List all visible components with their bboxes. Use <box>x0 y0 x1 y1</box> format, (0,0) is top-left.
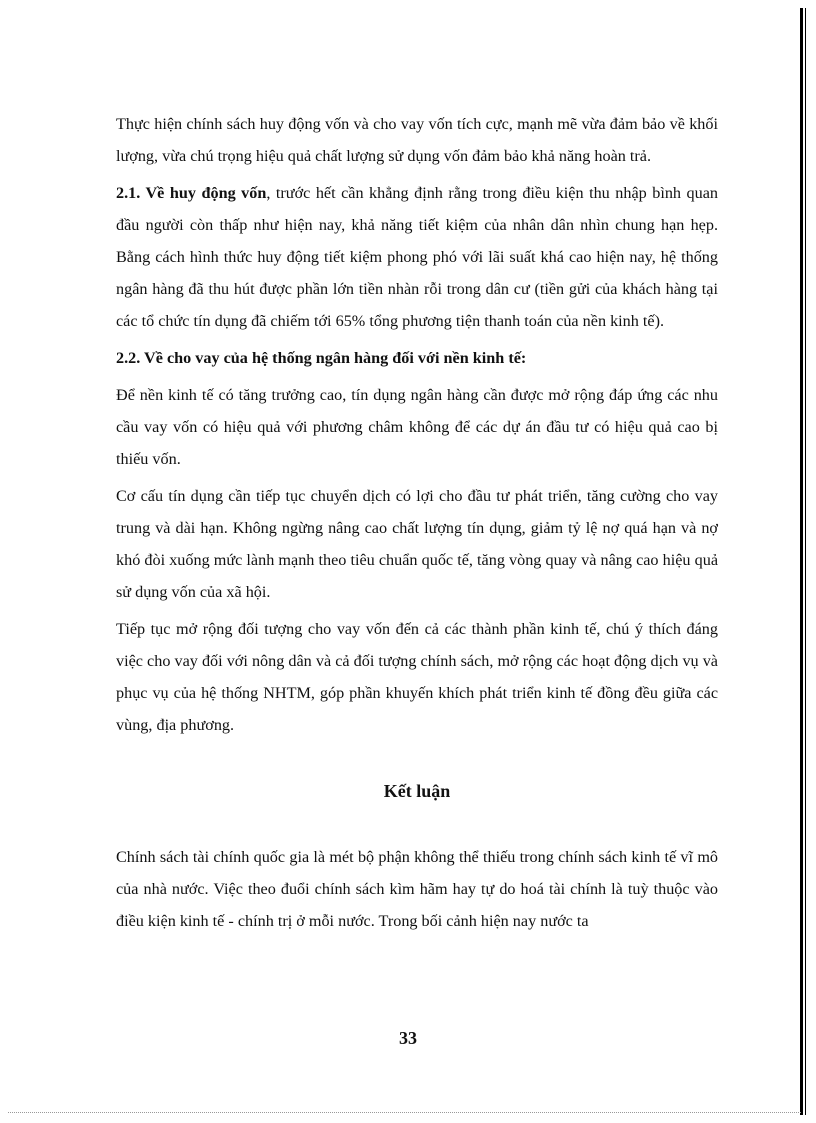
page-border-right <box>800 8 803 1115</box>
page-border-bottom <box>8 1112 801 1113</box>
paragraph-capital-mobilization-text: , trước hết cần khẳng định rằng trong điều kiện thu nhập bình quan đầu người còn thấp như hiện nay, khả năng tiết kiệm của nhân dân nhìn chung hạn hẹp. Bằng cách hình thức huy động tiết kiệm phong phó với lãi suất khá cao hiện nay, hệ thống ngân hàng đã thu hút được phần lớn tiền nhàn rỗi trong dân cư (tiền gửi của khách hàng tại các tổ chức tín dụng đã chiếm tới 65% tổng phương tiện thanh toán của nền kinh tế). <box>116 184 718 330</box>
section-heading-2-2: 2.2. Về cho vay của hệ thống ngân hàng đối với nền kinh tế: <box>116 349 527 367</box>
paragraph-intro: Thực hiện chính sách huy động vốn và cho vay vốn tích cực, mạnh mẽ vừa đảm bảo về khối lượng, vừa chú trọng hiệu quả chất lượng sử dụng vốn đảm bảo khả năng hoàn trả. <box>116 115 718 165</box>
page-number: 33 <box>399 1028 417 1048</box>
page-border-right-thin <box>805 8 806 1115</box>
paragraph-credit-expansion: Để nền kinh tế có tăng trưởng cao, tín dụng ngân hàng cần được mở rộng đáp ứng các nhu cầu vay vốn có hiệu quả với phương châm không để các dự án đầu tư có hiệu quả cao bị thiếu vốn. <box>116 386 718 468</box>
conclusion-title: Kết luận <box>383 781 451 801</box>
paragraph-conclusion: Chính sách tài chính quốc gia là mét bộ phận không thể thiếu trong chính sách kinh tế vĩ mô của nhà nước. Việc theo đuổi chính sách kìm hãm hay tự do hoá tài chính là tuỳ thuộc vào điều kiện kinh tế - chính trị ở mỗi nước. Trong bối cảnh hiện nay nước ta <box>116 848 718 930</box>
section-heading-2-1: 2.1. Về huy động vốn <box>116 184 267 202</box>
paragraph-capital-mobilization <box>116 177 718 337</box>
document-body <box>116 108 718 937</box>
paragraph-credit-structure: Cơ cấu tín dụng cần tiếp tục chuyển dịch có lợi cho đầu tư phát triển, tăng cường cho vay trung và dài hạn. Không ngừng nâng cao chất lượng tín dụng, giảm tỷ lệ nợ quá hạn và nợ khó đòi xuống mức lành mạnh theo tiêu chuẩn quốc tế, tăng vòng quay và nâng cao hiệu quả sử dụng vốn của xã hội. <box>116 487 718 601</box>
paragraph-lending-scope: Tiếp tục mở rộng đối tượng cho vay vốn đến cả các thành phần kinh tế, chú ý thích đáng việc cho vay đối với nông dân và cả đối tượng chính sách, mở rộng các hoạt động dịch vụ và phục vụ của hệ thống NHTM, góp phần khuyến khích phát triển kinh tế đồng đều giữa các vùng, địa phương. <box>116 620 718 734</box>
